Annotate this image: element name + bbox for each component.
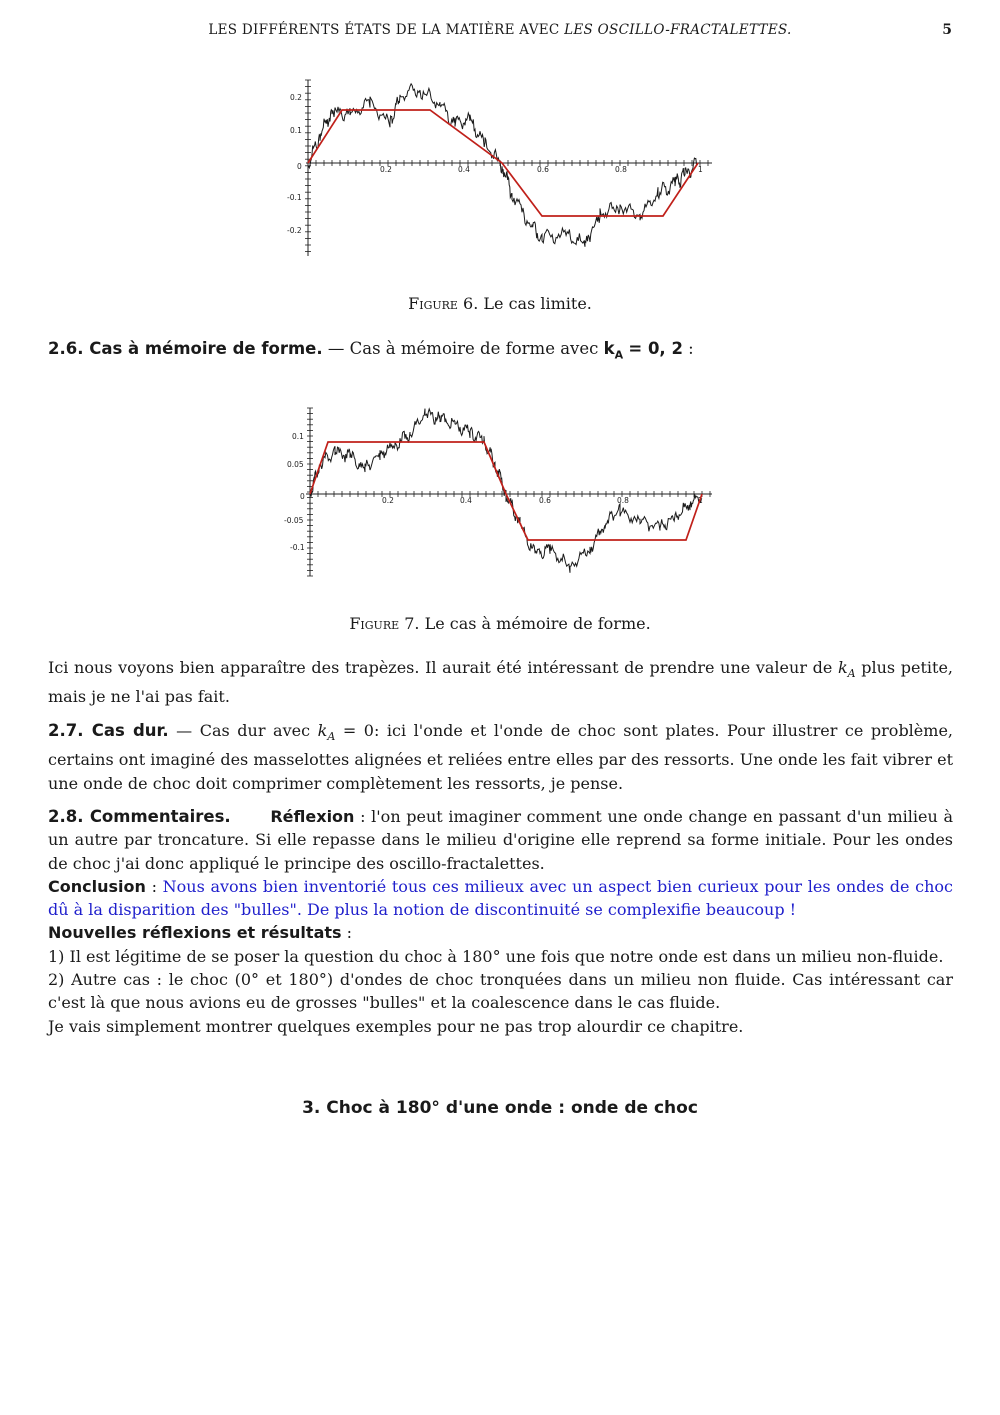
section-2-6 [48,337,953,367]
text: plus petite, mais je ne l'ai pas fait. [48,658,953,707]
x-tick-label: 0.8 [615,165,627,174]
y-tick-label: 0.05 [287,460,304,469]
math-k: k [837,658,848,677]
running-header [0,22,1000,44]
y-tick-label: -0.2 [287,226,302,235]
x-tick-label: 0.2 [382,496,394,505]
x-tick-label: 1 [698,165,703,174]
section-2-8 [48,805,953,1038]
conclusion-text: Nous avons bien inventorié tous ces milieux avec un aspect bien curieux pour les ondes de choc dû à la disparition des "bulles". De plus la notion de discontinuité se complexifie beaucoup ! [48,876,954,920]
math-eq: = 0 [342,721,374,740]
section-heading: 2.8. Commentaires. [48,807,231,826]
figure-6 [280,74,720,264]
closing-sentence: Je vais simplement montrer quelques exemples pour ne pas trop alourdir ce chapitre. [48,1016,744,1036]
conclusion-paragraph [48,875,953,922]
running-title-prefix: LES DIFFÉRENTS ÉTATS DE LA MATIÈRE AVEC [208,22,560,38]
caption-text: Le cas limite. [483,294,592,313]
x-tick-label: 0.6 [537,165,549,174]
reflexion-text: : l'on peut imaginer comment une onde change en passant d'un milieu à un autre par troncature. Si elle repasse dans le milieu d'origine elle reprend sa forme initiale. Pour les ondes de choc j'ai donc appliqué le principe des oscillo-fractalettes. [48,807,953,873]
x-tick-label: 1 [698,496,703,505]
fractal-curve [310,409,702,573]
running-title [0,22,1000,38]
caption-label: Figure 6. [408,294,479,313]
y-tick-label: 0 [297,162,302,171]
y-tick-label: -0.1 [290,543,305,552]
colon: : [688,339,694,358]
colon: : [151,876,157,896]
figure-6-plot [280,74,720,264]
list-item-1: 1) Il est légitime de se poser la question du choc à 180° une fois que notre onde est dans un milieu non-fluide. [48,946,944,966]
axis-ticks [307,408,710,576]
nouvelles-heading [48,921,953,944]
y-tick-label: 0 [300,492,305,501]
y-tick-label: -0.1 [287,193,302,202]
nouvelles-label: Nouvelles réflexions et résultats [48,923,342,943]
reflexion-paragraph [48,805,953,875]
math-value: = 0, 2 [628,339,683,358]
text: Cas dur avec [199,721,311,740]
colon: : [346,923,353,943]
x-tick-label: 0.8 [617,496,629,505]
em-dash: — [176,721,193,740]
reflexion-label: Réflexion [270,807,355,826]
x-tick-label: 0.4 [458,165,470,174]
math-k: k [317,721,328,740]
math-sub: A [614,348,624,362]
list-item-2: 2) Autre cas : le choc (0° et 180°) d'ondes de choc tronquées dans un milieu non fluide. Cas intéressant car c'est là que nous avions eu de grosses "bulles" et la coalescence dans le cas fluide. [48,970,953,1013]
x-tick-label: 0.2 [380,165,392,174]
page-number: 5 [942,22,952,38]
y-tick-label: 0.1 [292,432,304,441]
y-tick-label: -0.05 [284,516,304,525]
caption-text: Le cas à mémoire de forme. [424,614,651,633]
figure-7-caption [0,614,1000,633]
axis-ticks [305,80,708,252]
x-tick-label: 0.4 [460,496,472,505]
math-k: k [603,339,615,358]
em-dash: — [327,339,345,358]
section-text: Cas à mémoire de forme avec [349,339,599,358]
caption-label: Figure 7. [349,614,420,633]
math-sub: A [847,667,856,681]
x-tick-label: 0.6 [539,496,551,505]
text: Ici nous voyons bien apparaître des trapèzes. Il aurait été intéressant de prendre une valeur de [48,658,833,677]
math-sub: A [327,730,336,744]
figure-7-plot [280,404,720,584]
section-2-7 [48,719,953,795]
section-heading: 2.7. Cas dur. [48,721,169,740]
section-3-title: 3. Choc à 180° d'une onde : onde de choc [302,1098,698,1118]
y-tick-label: 0.1 [290,126,302,135]
text: : ici l'onde et l'onde de choc sont plates. Pour illustrer ce problème, certains ont imaginé des masselottes alignées et reliées entre elles par des ressorts. Une onde les fait vibrer et une onde de choc doit comprimer complètement les ressorts, je pense. [48,721,953,793]
figure-7 [280,404,720,584]
figure-6-caption [0,294,1000,313]
section-heading: 2.6. Cas à mémoire de forme. [48,339,323,358]
conclusion-label: Conclusion [48,876,146,896]
running-title-italic: LES OSCILLO-FRACTALETTES. [564,22,792,38]
y-tick-label: 0.2 [290,93,302,102]
paragraph-trapezes [48,656,953,709]
